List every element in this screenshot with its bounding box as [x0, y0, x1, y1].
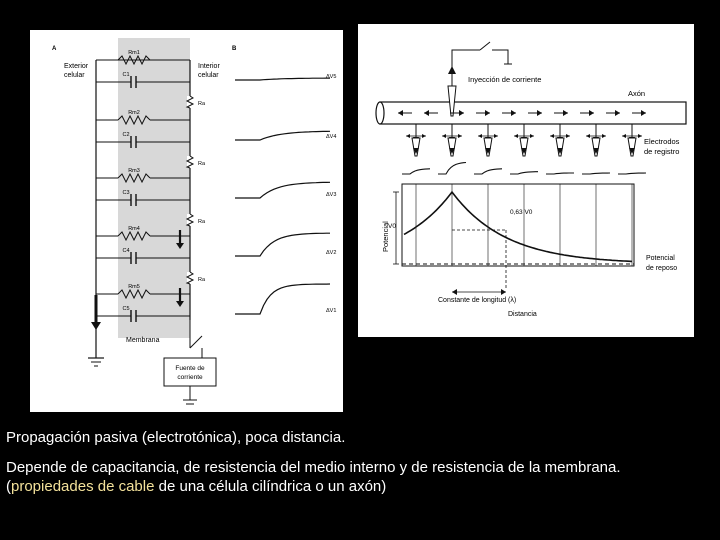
recording-electrodes — [412, 138, 636, 156]
resistor-label: Rm4 — [128, 226, 140, 232]
voltage-traces — [235, 74, 336, 314]
capacitor-label: C5 — [122, 306, 130, 312]
label-axon: Axón — [628, 89, 646, 98]
resistor-label: Rm1 — [128, 50, 140, 56]
voltage-trace — [235, 182, 330, 198]
label-reposo-1: Potencial — [646, 255, 675, 262]
label-063: 0,63 V0 — [510, 209, 533, 216]
axon-figure — [358, 24, 694, 337]
axial-resistor-label: Ra — [198, 161, 206, 167]
voltage-trace — [235, 131, 330, 140]
label-electrodos-1: Electrodos — [644, 137, 680, 146]
label-fuente-2: corriente — [177, 374, 203, 381]
delta-v-label: ΔV2 — [326, 250, 337, 256]
label-distancia: Distancia — [508, 311, 537, 318]
axial-resistor-label: Ra — [198, 277, 206, 283]
label-fuente-1: Fuente de — [175, 365, 205, 372]
voltage-trace — [235, 284, 330, 314]
label-exterior-2: celular — [64, 72, 85, 79]
current-source-box — [164, 358, 216, 386]
resistor-label: Rm5 — [128, 284, 140, 290]
recorded-trace — [582, 173, 610, 174]
capacitor-label: C4 — [122, 248, 130, 254]
recorded-trace — [618, 173, 646, 174]
label-inyeccion: Inyección de corriente — [468, 75, 542, 84]
recorded-traces — [402, 163, 646, 175]
axon-diagram — [358, 24, 694, 337]
capacitor-label: C2 — [122, 132, 130, 138]
capacitor-label: C1 — [122, 72, 130, 78]
circuit-diagram — [30, 30, 343, 412]
recorded-trace — [474, 169, 502, 174]
delta-v-label: ΔV1 — [326, 308, 337, 314]
label-interior-1: Interior — [198, 63, 220, 70]
caption-line-2a: Depende de capacitancia, de resistencia del medio interno y de resistencia de la membrana. — [6, 459, 621, 476]
resistor-label: Rm3 — [128, 168, 140, 174]
delta-v-label: ΔV4 — [326, 134, 337, 140]
circuit-figure — [30, 30, 343, 412]
label-potencial: Potencial — [381, 221, 390, 252]
switch-icon — [480, 42, 490, 50]
decay-plot-frame — [402, 184, 634, 266]
caption-line-1: Propagación pasiva (electrotónica), poca distancia. — [6, 429, 346, 446]
recorded-trace — [546, 173, 574, 174]
voltage-trace — [235, 78, 330, 80]
delta-v-label: ΔV5 — [326, 74, 337, 80]
label-v0: V0 — [388, 223, 396, 230]
panel-label-b: B — [232, 46, 237, 52]
panel-label-a: A — [52, 46, 57, 52]
recorded-trace — [402, 169, 430, 174]
label-constante: Constante de longitud (λ) — [438, 297, 517, 304]
caption-paragraph — [6, 458, 706, 496]
label-electrodos-2: de registro — [644, 147, 680, 156]
caption-paren-open: ( — [6, 478, 11, 495]
caption-line-2b-rest: de una célula cilíndrica o un axón) — [154, 478, 387, 495]
label-reposo-2: de reposo — [646, 265, 678, 272]
recorded-trace — [510, 172, 538, 174]
label-membrana: Membrana — [126, 337, 160, 344]
delta-v-label: ΔV3 — [326, 192, 337, 198]
switch-icon — [190, 336, 202, 348]
label-interior-2: celular — [198, 72, 219, 79]
capacitor-label: C3 — [122, 190, 130, 196]
recorded-trace — [438, 163, 466, 175]
resistor-label: Rm2 — [128, 110, 140, 116]
axial-resistor-label: Ra — [198, 101, 206, 107]
voltage-trace — [235, 233, 330, 256]
label-exterior-1: Exterior — [64, 63, 89, 70]
axial-resistor-label: Ra — [198, 219, 206, 225]
caption-highlight: propiedades de cable — [11, 478, 155, 495]
